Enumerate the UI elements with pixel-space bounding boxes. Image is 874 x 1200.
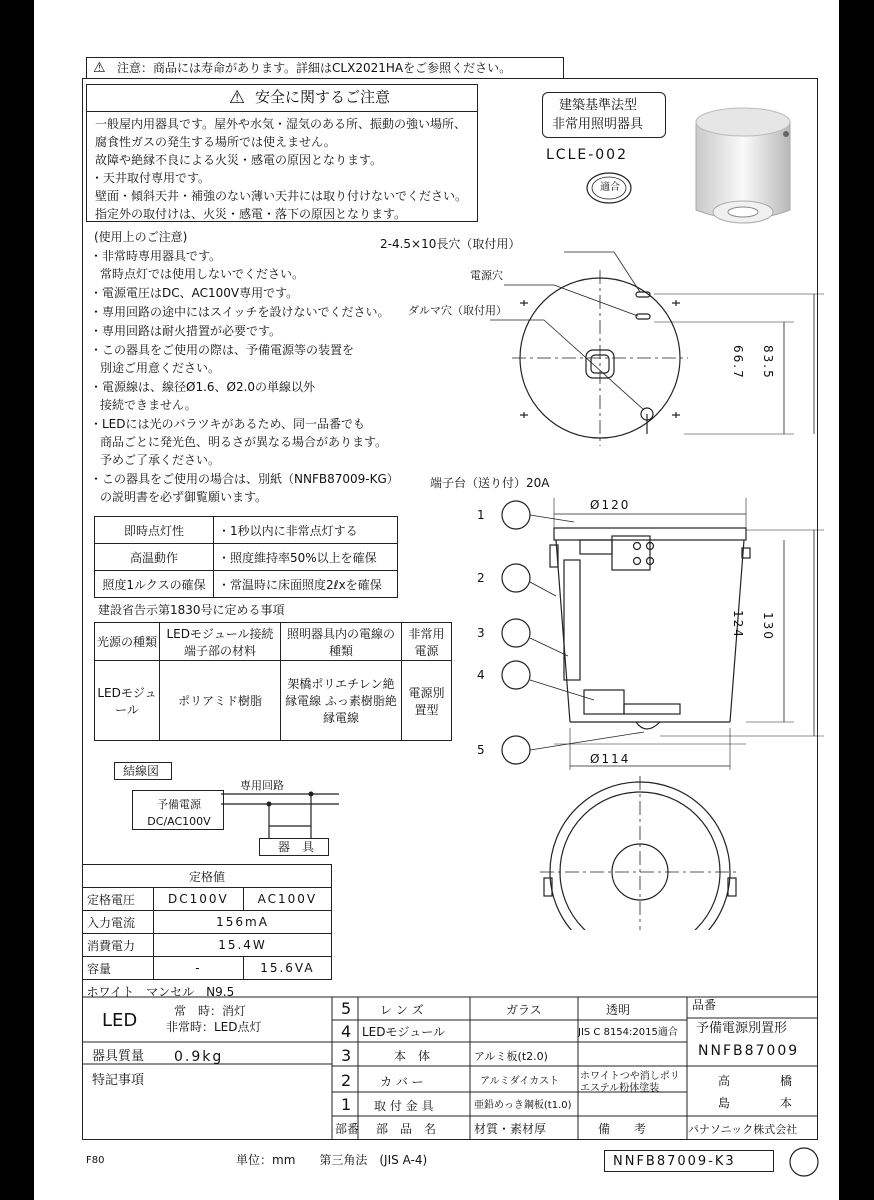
part-finish: ホワイトつや消しポリエステル粉体塗装 [580, 1071, 680, 1094]
dim-120: Ø120 [590, 498, 631, 512]
dim-130: 130 [761, 612, 775, 641]
special-notes-label: 特記事項 [92, 1073, 145, 1088]
table-row [83, 865, 332, 888]
parts-header-no: 部番 [335, 1122, 360, 1136]
product-label: 品番 [692, 998, 717, 1012]
drawing-sheet [34, 0, 839, 1200]
part-name: カ バ ー [380, 1075, 424, 1089]
usage-line: ・この器具をご使用の際は、予備電源等の装置を [90, 343, 355, 357]
usage-line: 予めご了承ください。 [100, 453, 221, 467]
safety-line: 指定外の取付けは、火災・感電・落下の原因となります。 [95, 207, 407, 221]
rating-label: 消費電力 [83, 934, 154, 957]
rating-label: 容量 [83, 957, 154, 980]
header-cell: 非常用電源 [402, 623, 452, 661]
part-name: 本 体 [394, 1049, 431, 1063]
warning-triangle-icon: ⚠ [93, 60, 106, 76]
parts-header-finish: 備 考 [598, 1122, 647, 1136]
usage-line: ・電源線は、線径Ø1.6、Ø2.0の単線以外 [90, 380, 316, 394]
cert-box [542, 92, 666, 138]
cert-mark-text: 適合 [600, 182, 620, 193]
color-spec: ホワイト マンセル N9.5 [86, 984, 235, 999]
callout-1: 1 [477, 508, 485, 522]
safety-line: ・天井取付専用です。 [91, 171, 211, 185]
rating-table [82, 864, 332, 1002]
perf-value: ・照度維持率50%以上を確保 [214, 544, 398, 571]
light-source-table [94, 622, 452, 741]
usage-line: 常時点灯では使用しないでください。 [100, 267, 305, 281]
callout-4: 4 [477, 668, 485, 682]
cell: ポリアミド樹脂 [160, 661, 281, 741]
wiring-fixture: 器 具 [278, 840, 315, 854]
perf-label: 照度1ルクスの確保 [95, 571, 214, 598]
safety-line: 故障や絶縁不良による火災・感電の原因となります。 [95, 153, 383, 167]
wiring-source-box [132, 790, 224, 830]
safety-title: 安全に関するご注意 [255, 88, 391, 106]
usage-line: ・専用回路は耐火措置が必要です。 [90, 324, 282, 338]
parts-header-name: 部 品 名 [376, 1122, 437, 1136]
part-name: LEDモジュール [362, 1025, 446, 1039]
rating-value: - [154, 957, 244, 980]
part-finish: JIS C 8154:2015適合 [578, 1027, 678, 1038]
table-row [83, 957, 332, 980]
product-illustration [688, 100, 798, 230]
wiring-circuit-label: 専用回路 [240, 779, 284, 792]
usage-line: の説明書を必ず御覧願います。 [100, 490, 268, 504]
rating-value: 15.4W [154, 934, 332, 957]
dim-83-5: 83.5 [761, 345, 775, 380]
dim-114: Ø114 [590, 752, 631, 766]
table-row [95, 544, 398, 571]
header-cell: 光源の種類 [95, 623, 160, 661]
led-emergency: 非常時：LED点灯 [166, 1020, 262, 1034]
product-code: NNFB87009 [698, 1043, 800, 1059]
wiring-fixture-box [259, 838, 329, 856]
led-label: LED [102, 1010, 138, 1031]
page-code: F80 [86, 1155, 105, 1166]
rating-label: 定格電圧 [83, 888, 154, 911]
top-notice-text: 注意：商品には寿命があります。詳細はCLX2021HAをご参照ください。 [117, 61, 512, 75]
doc-no: NNFB87009-K3 [613, 1154, 736, 1169]
usage-line: ・この器具をご使用の場合は、別紙（NNFB87009-KG） [90, 472, 399, 486]
notice-1830: 建設省告示第1830号に定める事項 [98, 603, 285, 617]
perf-label: 高温動作 [95, 544, 214, 571]
part-name: 取 付 金 具 [374, 1099, 434, 1113]
cell: LEDモジュール [95, 661, 160, 741]
table-row [83, 934, 332, 957]
header-cell: LEDモジュール接続端子部の材料 [160, 623, 281, 661]
terminal-label: 端子台（送り付）20A [430, 476, 550, 490]
rating-value: 15.6VA [243, 957, 331, 980]
perf-value: ・常温時に床面照度2ℓxを確保 [214, 571, 398, 598]
part-finish: 透明 [606, 1003, 631, 1017]
checker-name: 本 [780, 1096, 793, 1110]
usage-line: 商品ごとに発光色、明るさが異なる場合があります。 [100, 435, 388, 449]
checker-name: 島 [718, 1096, 731, 1110]
dim-66-7: 66.7 [731, 345, 745, 380]
callout-2: 2 [477, 571, 485, 585]
slot-label: 2-4.5×10長穴（取付用） [380, 237, 521, 251]
safety-line: 腐食性ガスの発生する場所では使えません。 [95, 135, 336, 149]
usage-line: 別途ご用意ください。 [100, 361, 221, 375]
part-no: 4 [341, 1022, 352, 1041]
part-material: ガラス [506, 1003, 542, 1017]
doc-no-box [604, 1150, 774, 1172]
rating-value: DC100V [154, 888, 244, 911]
dim-124: 124 [731, 610, 745, 639]
daruma-hole-label: ダルマ穴（取付用） [408, 304, 507, 317]
table-row [95, 571, 398, 598]
cell: 架橋ポリエチレン絶縁電線 ふっ素樹脂絶縁電線 [281, 661, 402, 741]
checker-name: 橋 [780, 1074, 793, 1088]
perf-label: 即時点灯性 [95, 517, 214, 544]
wiring-title: 結線図 [123, 764, 160, 778]
usage-line: ・LEDには光のバラツキがあるため、同一品番でも [90, 417, 366, 431]
table-row [95, 517, 398, 544]
rating-value: 156mA [154, 911, 332, 934]
usage-line: 接続できません。 [100, 398, 197, 412]
cert-line: 非常用照明器具 [552, 117, 644, 132]
perf-value: ・1秒以内に非常点灯する [214, 517, 398, 544]
part-name: レ ン ズ [380, 1003, 424, 1017]
table-row [83, 911, 332, 934]
led-normal: 常 時：消灯 [174, 1004, 247, 1018]
revision-circle-icon [786, 1145, 822, 1179]
safety-box [86, 84, 478, 222]
rating-title: 定格値 [83, 865, 332, 888]
usage-line: ・電源電圧はDC、AC100V専用です。 [90, 286, 299, 300]
company-name: パナソニック株式会社 [688, 1123, 798, 1136]
usage-line: ・非常時専用器具です。 [90, 249, 222, 263]
part-material: 亜鉛めっき鋼板(t1.0) [474, 1100, 572, 1111]
cert-code: LCLE-002 [546, 147, 628, 163]
header-cell: 照明器具内の電線の種類 [281, 623, 402, 661]
power-hole-label: 電源穴 [470, 269, 503, 282]
part-material: アルミダイカスト [480, 1076, 560, 1087]
mass-label: 器具質量 [92, 1049, 145, 1064]
warning-triangle-icon: ⚠ [229, 87, 246, 108]
checker-name: 高 [718, 1074, 731, 1088]
wiring-source: 予備電源 DC/AC100V [147, 798, 211, 828]
cell: 電源別置型 [402, 661, 452, 741]
table-row [83, 888, 332, 911]
part-no: 1 [341, 1095, 352, 1114]
usage-line: ・専用回路の途中にはスイッチを設けないでください。 [90, 305, 390, 319]
parts-header-material: 材質・素材厚 [474, 1122, 547, 1136]
technical-drawing [464, 230, 834, 930]
rating-value: AC100V [243, 888, 331, 911]
product-type: 予備電源別置形 [696, 1021, 788, 1036]
part-no: 2 [341, 1071, 352, 1090]
safety-line: 壁面・傾斜天井・補強のない薄い天井には取り付けないでください。 [95, 189, 468, 203]
table-row [95, 661, 452, 741]
callout-3: 3 [477, 626, 485, 640]
top-notice-box [86, 57, 564, 79]
rating-label: 入力電流 [83, 911, 154, 934]
mass-value: 0.9kg [174, 1049, 224, 1065]
unit-note: 単位：mm 第三角法 (JIS A-4) [236, 1153, 428, 1167]
part-no: 3 [341, 1046, 352, 1065]
table-row [95, 623, 452, 661]
safety-line: 一般屋内用器具です。屋外や水気・湿気のある所、振動の強い場所、 [95, 117, 467, 131]
part-material: アルミ板(t2.0) [474, 1050, 548, 1063]
cert-line: 建築基準法型 [559, 98, 638, 113]
part-no: 5 [341, 999, 352, 1018]
callout-5: 5 [477, 743, 485, 757]
usage-title: (使用上のご注意) [94, 230, 188, 244]
performance-table [94, 516, 398, 598]
